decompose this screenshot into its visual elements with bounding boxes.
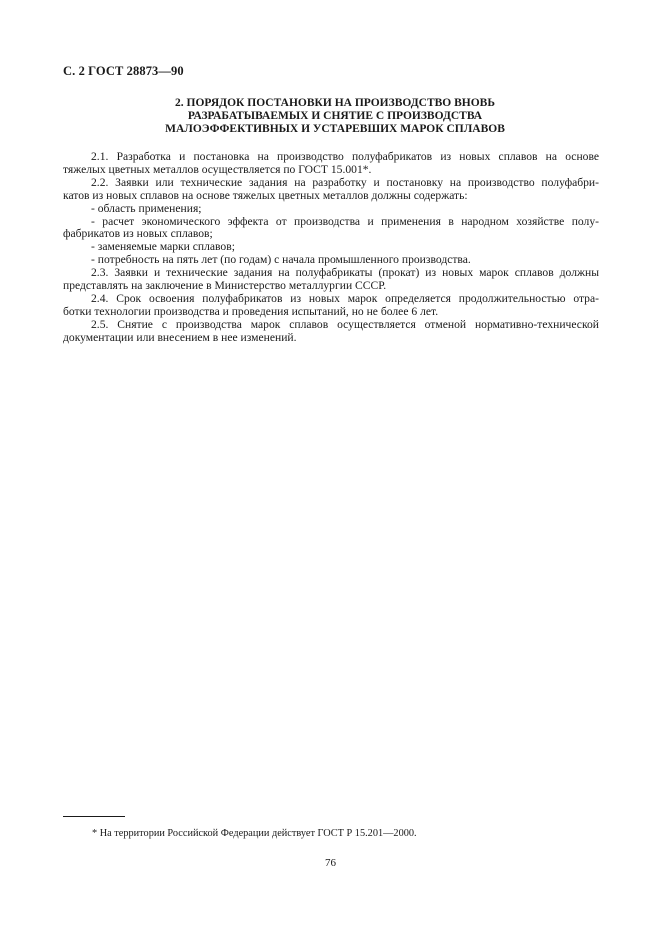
section-title-line: 2. ПОРЯДОК ПОСТАНОВКИ НА ПРОИЗВОДСТВО ВНОВЬ: [175, 97, 495, 109]
paragraph-2-1-line: 2.1. Разработка и постановка на производство полуфабрикатов из новых сплавов на основе: [91, 150, 599, 163]
paragraph-2-4-line: ботки технологии производства и проведения испытаний, но не более 6 лет.: [63, 304, 439, 318]
list-item: - область применения;: [91, 201, 202, 215]
section-title-line: РАЗРАБАТЫВАЕМЫХ И СНЯТИЕ С ПРОИЗВОДСТВА: [187, 110, 483, 123]
paragraph-2-5-line: документации или внесением в нее изменений.: [63, 330, 297, 344]
paragraph-2-4-line: 2.4. Срок освоения полуфабрикатов из новых марок определяется продолжительностью отра-: [91, 291, 599, 305]
page-number: 76: [325, 857, 336, 869]
paragraph-2-3-line: представлять на заключение в Министерство металлургии СССР.: [63, 279, 387, 293]
paragraph-2-2-line: 2.2. Заявки или технические задания на разработку и постановку на производство полуфабри-: [91, 175, 599, 189]
section-title: [120, 97, 550, 137]
list-item: фабрикатов из новых сплавов;: [63, 227, 213, 241]
footnote: * На территории Российской Федерации действует ГОСТ Р 15.201—2000.: [92, 828, 417, 839]
section-title-line: МАЛОЭФФЕКТИВНЫХ И УСТАРЕВШИХ МАРОК СПЛАВОВ: [165, 123, 505, 136]
paragraph-2-2-line: катов из новых сплавов на основе тяжелых цветных металлов должны содержать:: [63, 188, 468, 202]
body-text: [63, 151, 599, 345]
paragraph-2-3-line: 2.3. Заявки и технические задания на полуфабрикаты (прокат) из новых марок сплавов должны: [91, 266, 599, 280]
paragraph-2-1-line: тяжелых цветных металлов осуществляется по ГОСТ 15.001*.: [63, 162, 372, 176]
list-item: - расчет экономического эффекта от производства и применения в народном хозяйстве полу-: [91, 214, 599, 228]
page-header: С. 2 ГОСТ 28873—90: [63, 64, 184, 78]
list-item: - заменяемые марки сплавов;: [91, 240, 235, 254]
paragraph-2-5-line: 2.5. Снятие с производства марок сплавов осуществляется отменой нормативно-технической: [91, 317, 599, 331]
list-item: - потребность на пять лет (по годам) с начала промышленного производства.: [91, 253, 471, 267]
footnote-divider: [63, 816, 125, 817]
